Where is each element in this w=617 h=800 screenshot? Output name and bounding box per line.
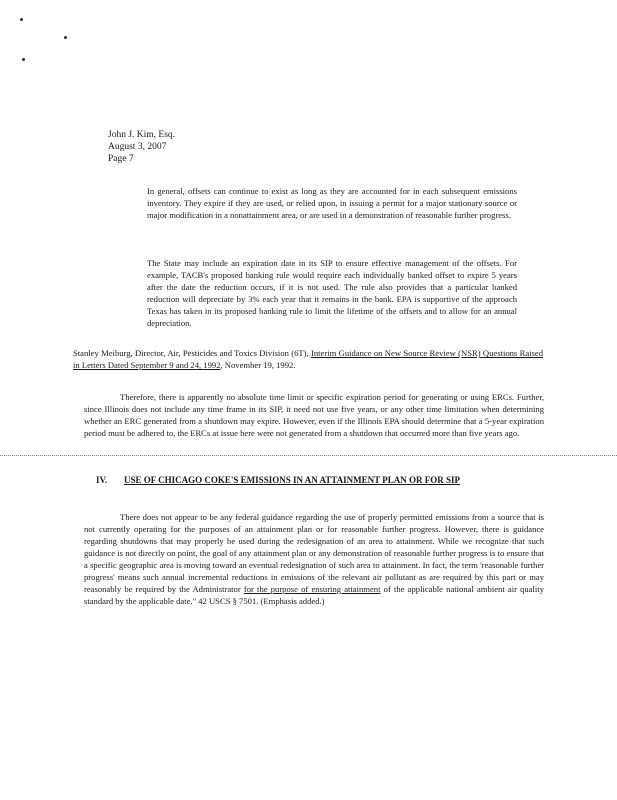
- scan-speck: [64, 36, 67, 39]
- citation-title: Interim Guidance on New Source Review (NSR) Questions Raised in Letters Dated September 9 and 24, 1992: [73, 348, 543, 370]
- section-number: IV.: [96, 475, 108, 485]
- paragraph-expiration: Therefore, there is apparently no absolute time limit or specific expiration period for generating or using ERCs. Further, since Illinois does not include any time frame in its SIP, it need not use five years, or any other time limitation when determining whether an ERC generated from a shutdown may expire. However, even if the Illinois EPA should determine that a 5-year expiration period must be adhered to, the ERCs at issue here were not generated from a shutdown that occurred more than five years ago.: [84, 392, 544, 438]
- letter-date: August 3, 2007: [108, 142, 167, 152]
- section-title: USE OF CHICAGO COKE'S EMISSIONS IN AN ATTAINMENT PLAN OR FOR SIP: [124, 475, 460, 485]
- letter-header: [108, 129, 175, 165]
- scan-speck: [20, 18, 23, 21]
- scan-speck: [22, 58, 25, 61]
- citation-author: Stanley Meiburg, Director, Air, Pesticides and Toxics Division (6T),: [73, 348, 311, 358]
- citation: [73, 347, 543, 371]
- paragraph-attainment: [84, 511, 544, 607]
- citation-date: , November 19, 1992.: [220, 360, 296, 370]
- block-quote-1: In general, offsets can continue to exist as long as they are accounted for in each subsequent emissions inventory. They expire if they are used, or relied upon, in issuing a permit for a major stationary source or major modification in a nonattainment area, or are used in a demonstration of reasonable further progress.: [147, 186, 517, 220]
- emphasis-text: for the purpose of ensuring attainment: [243, 584, 381, 594]
- block-quote-2: The State may include an expiration date in its SIP to ensure effective management of the offsets. For example, TACB's proposed banking rule would require each individually banked offset to expire 5 years after the date the reduction occurs, if it is not used. The rule also provides that a particular banked reduction will depreciate by 3% each year that it remains in the bank. EPA is supportive of the approach Texas has taken in its proposed banking rule to limit the lifetime of the offsets and to allow for an annual depreciation.: [147, 258, 517, 328]
- paragraph-attainment-tail: of the applicable national ambient air quality standard by the applicable date." 42 USCS § 7501. (Emphasis added.): [84, 584, 544, 606]
- page-number: Page 7: [108, 154, 134, 164]
- scan-dotted-line: [0, 455, 617, 456]
- recipient-name: John J. Kim, Esq.: [108, 130, 176, 140]
- paragraph-attainment-body: There does not appear to be any federal guidance regarding the use of properly permitted emissions from a source that is not currently operating for the purposes of an attainment plan or for reasonable further progress. However, there is guidance regarding shutdowns that may properly be used during the redesignation of an area to attainment. While we recognize that such guidance is not directly on point, the goal of any attainment plan or any demonstration of reasonable further progress is to ensure that a specific geographic area is moving toward an eventual redesignation of such area to attainment. In fact, the term 'reasonable further progress' means such annual incremental reductions in emissions of the relevant air pollutant as are required by this part or may reasonably be required by the Administrator: [84, 512, 544, 594]
